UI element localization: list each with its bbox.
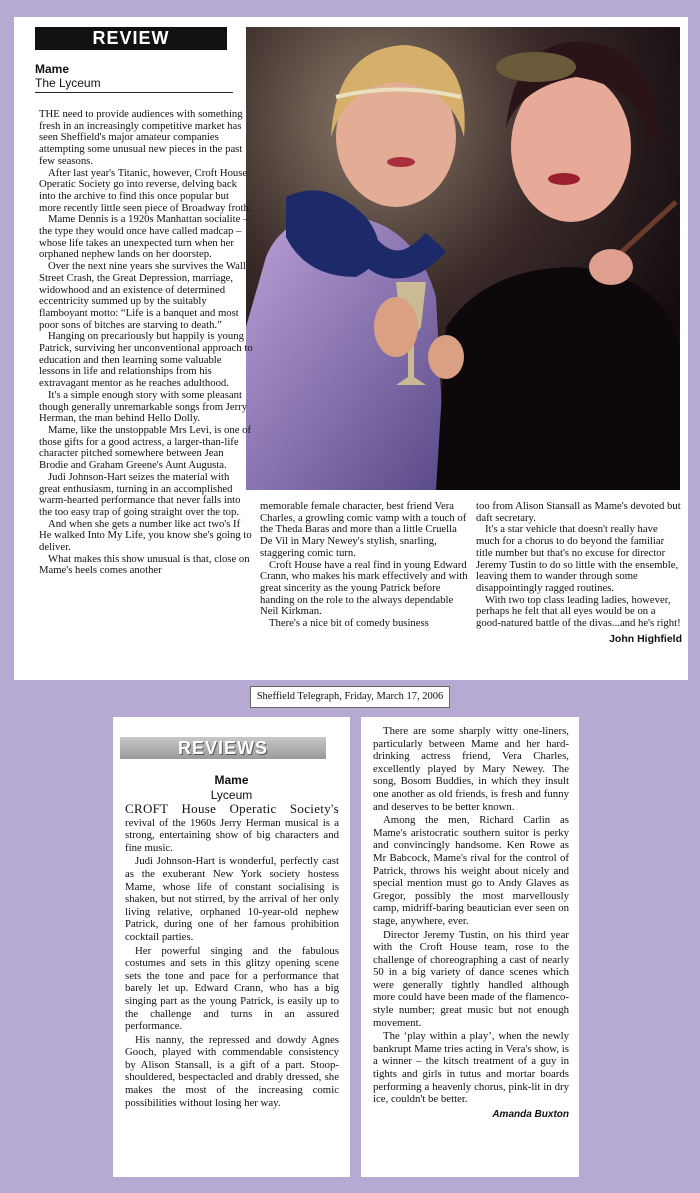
title-divider [35, 92, 233, 93]
paragraph: THE need to provide audiences with something fresh in an increasingly competitive market has seen Sheffield's major amateur companies attempting some unusual new pieces in the past few seasons. [39, 108, 243, 167]
paragraph: Her powerful singing and the fabulous costumes and sets in this glitzy opening scene sets the tone and pace for a performance that barely let up. Edward Crann, who has a big singing part as the young Patrick, is easily up to the challenge and turns in an assured performance. [125, 944, 339, 1033]
paragraph: It's a star vehicle that doesn't really have much for a chorus to do beyond the familiar title number but that's no excuse for director Jeremy Tustin to do so little with the ensemble, leaving them to wander through some disappointingly ragged routines. [476, 523, 679, 594]
show-title: Mame [214, 773, 249, 787]
review2-column-1 [125, 803, 339, 1110]
paragraph: Over the next nine years she survives the Wall Street Crash, the Great Depression, marriage, widowhood and an existence of determined eccentricity summed up by the suitably flamboyant motto: “Life is a banquet and most poor sons of bitches are starving to death.” [39, 260, 246, 331]
paragraph: It's a simple enough story with some pleasant though generally unremarkable songs from Jerry Herman, the man behind Hello Dolly. [39, 388, 248, 425]
show-venue: Lyceum [210, 788, 253, 802]
review2-column-2 [373, 725, 569, 1122]
review-clipping-1 [14, 17, 688, 680]
show-venue: The Lyceum [35, 76, 101, 90]
review-clipping-2 [113, 717, 350, 1177]
paragraph: And when she gets a number like act two's If He walked Into My Life, you know she's going to deliver. [39, 517, 252, 554]
paragraph: There are some sharply witty one-liners, particularly between Mame and her hard-drinking actress friend, Vera Charles, excellently played by Mary Newey. The song, Bosom Buddies, in which they insult one another as old friends, is fresh and funny and deserves to be better known. [373, 725, 569, 813]
show-title: Mame [35, 62, 70, 76]
paragraph: Judi Johnson-Hart seizes the material with great enthusiasm, turning in an accomplished warm-hearted performance that never falls into the too easy trap of going straight over the top. [39, 470, 241, 518]
paragraph: Judi Johnson-Hart is wonderful, perfectly cast as the exuberant New York society hostess Mame, whose life of constant socialising is shaken, but not stirred, by the arrival of her only living relative, orphaned 10-year-old nephew Patrick, during one of her famous prohibition cocktail parties. [125, 855, 339, 943]
paragraph: With two top class leading ladies, however, perhaps he felt that all eyes would be on a good-natured battle of the divas...and he's right! [476, 593, 681, 630]
paragraph: Hanging on precariously but happily is young Patrick, surviving her unconventional approach to education and then learning some valuable lessons in life and relationships from his extravagant mentor as he reaches adulthood. [39, 330, 253, 390]
paragraph: Mame Dennis is a 1920s Manhattan socialite – the type they would once have called madcap – whose life takes an unexpected turn when her orphaned nephew lands on her doorstep. [39, 213, 249, 261]
paragraph: Among the men, Richard Carlin as Mame's aristocratic southern suitor is perky and convincingly handsome. Ken Rowe as Mr Babcock, Mame's rival for the control of Patrick, throws his weight about nicely and special mention must go to Andy Glaves as Gregor, possibly the most marvellously camp, midriff-baring beautician ever seen on stage, anywhere, ever. [373, 814, 569, 927]
paragraph: There's a nice bit of comedy business [269, 617, 429, 630]
paragraph [125, 803, 339, 854]
paragraph-text: revival of the 1960s Jerry Herman musical is a strong, entertaining show of big characters and fine music. [125, 816, 339, 854]
production-photo [246, 27, 680, 490]
lead-in: CROFT House Operatic Society's [125, 801, 339, 816]
review1-column-2 [260, 501, 470, 630]
paragraph: After last year's Titanic, however, Croft House Operatic Society go into reverse, delving back into the archive to find this once popular but more recently little seen piece of Broadway froth. [39, 166, 252, 214]
byline: Amanda Buxton [492, 1108, 569, 1120]
source-caption: Sheffield Telegraph, Friday, March 17, 2006 [250, 686, 450, 708]
review-banner: REVIEW [35, 27, 227, 50]
paragraph: The ‘play within a play’, when the newly bankrupt Mame tries acting in Vera's show, is a winner – the kitsch treatment of a guy in tights and girls in tutus and mortar boards performing a heavenly chorus, pink-lit in dry ice, couldn't be better. [373, 1030, 569, 1106]
paragraph: What makes this show unusual is that, close on Mame's heels comes another [39, 552, 250, 577]
paragraph: Croft House have a real find in young Edward Crann, who makes his mark effectively and with great sincerity as the young Patrick before handing on the role to the always dependable Neil Kirkman. [260, 558, 468, 618]
paragraph: memorable female character, best friend Vera Charles, a growling comic vamp with a touch of the Theda Baras and more than a little Cruella De Vil in Mary Newey's stylish, snarling, staggering comic turn. [260, 500, 467, 559]
paragraph: His nanny, the repressed and dowdy Agnes Gooch, played with commendable consistency by Alison Stansall, is a gift of a part. Stoop-shouldered, bespectacled and drably dressed, she makes the most of the increasing comic possibilities without losing her way. [125, 1033, 339, 1109]
paragraph: too from Alison Stansall as Mame's devoted but daft secretary. [476, 500, 681, 524]
two-actresses-photo [246, 27, 680, 490]
review1-column-3 [476, 501, 682, 645]
paragraph: Mame, like the unstoppable Mrs Levi, is one of those gifts for a good actress, a larger-than-life character pitched somewhere between Jean Brodie and Graham Greene's Aunt Augusta. [39, 423, 252, 472]
review-clipping-3 [361, 717, 579, 1177]
paragraph: Director Jeremy Tustin, on his third year with the Croft House team, rose to the challenge of choreographing a cast of nearly 50 in a big variety of dance scenes which were generally tightly handled although more could have been made of the flamenco-style number; great music but not enough movement. [373, 928, 569, 1029]
byline: John Highfield [609, 632, 682, 645]
review1-column-1 [39, 109, 253, 577]
reviews-banner: REVIEWS [120, 737, 326, 759]
